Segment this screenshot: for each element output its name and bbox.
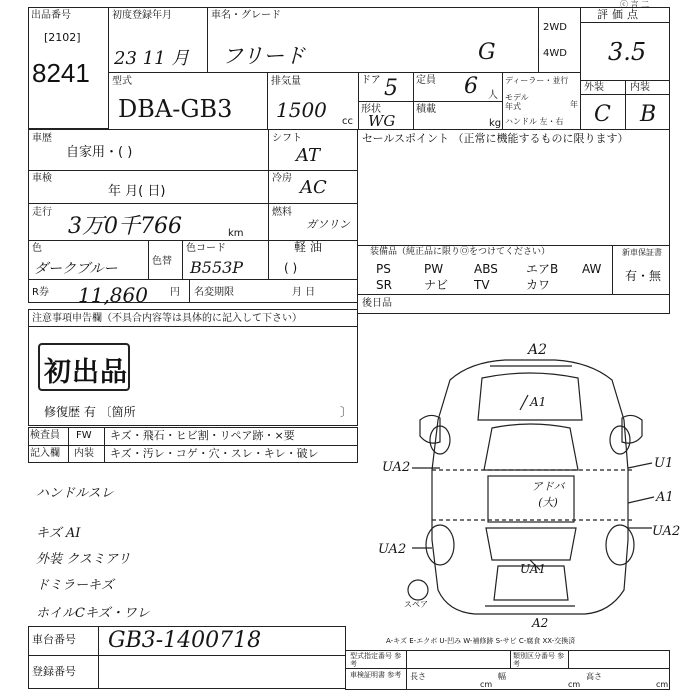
dealer-label: ディーラー・並行: [505, 76, 569, 85]
inspector-note-2: キズ AI: [36, 526, 81, 541]
score-label: 評価点: [597, 8, 642, 21]
mark-right-rear: UA2: [652, 524, 681, 539]
mark-right-front: U1: [654, 456, 674, 471]
fuel-value-1: ガソリン: [306, 218, 350, 231]
mileage-label: 走行: [32, 207, 52, 218]
equipment-label: 装備品（純正品に限りⓄをつけてください）: [370, 247, 551, 257]
inspection-value: 年 月( 日): [108, 184, 166, 199]
registration-label: 登録番号: [32, 665, 76, 678]
inspector-note-4: ドミラーキズ: [36, 578, 114, 593]
ext-label: 外装: [584, 82, 604, 93]
inspector-row1-items: キズ・飛石・ヒビ割・リペア跡・×要: [110, 429, 295, 442]
width-label: 幅: [498, 672, 506, 681]
history-label: 車歴: [32, 133, 52, 144]
equipment-item-a-2: PW: [424, 262, 444, 276]
height-unit: cm: [656, 680, 669, 689]
warranty-value: 有・無: [625, 269, 662, 283]
displacement-value: 1500: [276, 98, 327, 122]
recycle-label: R券: [32, 287, 49, 298]
name-change-value: 月 日: [292, 287, 316, 298]
grade-value: G: [478, 40, 496, 65]
ext-value: C: [594, 102, 611, 127]
width-unit: cm: [568, 680, 581, 689]
load-unit: kg: [489, 118, 502, 129]
inspector-label: 検査員: [30, 430, 60, 441]
handle-label: ハンドル 左・右: [505, 117, 564, 126]
equipment-item-b-4: カワ: [526, 278, 551, 292]
inspector-row1-head: FW: [76, 430, 92, 441]
lot-number: 8241: [32, 58, 90, 88]
inspector-row2-head: 内装: [74, 448, 94, 459]
equipment-item-a-3: ABS: [474, 262, 498, 276]
int-label: 内装: [630, 82, 650, 93]
inspector-note-1: ハンドルスレ: [36, 486, 114, 501]
mark-top: A2: [528, 342, 548, 358]
equipment-item-a-4: エアB: [526, 262, 559, 276]
model-value: DBA-GB3: [118, 95, 233, 123]
lot-label: 出品番号: [31, 10, 71, 21]
model-cert-label: 型式指定番号 参考: [350, 652, 402, 668]
mileage-value: 3万0千766: [68, 214, 182, 239]
class-label: 類別区分番号 参考: [513, 652, 565, 668]
mark-left-front: UA2: [382, 460, 411, 475]
load-label: 積載: [416, 104, 436, 115]
year-unit: 年: [570, 100, 578, 109]
sales-point-label: セールスポイント （正常に機能するものに限ります）: [362, 132, 629, 145]
score-value: 3.5: [608, 38, 647, 66]
first-reg-value: 23 11 月: [114, 48, 190, 69]
model-label: 型式: [112, 76, 132, 87]
color-code-label: 色コード: [186, 243, 226, 254]
first-listing-stamp-text: 初出品: [44, 357, 128, 388]
length-label: 長さ: [410, 672, 426, 681]
inspector-row2-items: キズ・汚レ・コゲ・穴・スレ・キレ・破レ: [110, 447, 319, 460]
equipment-item-b-3: TV: [474, 278, 490, 292]
name-change-label: 名変期限: [194, 287, 234, 298]
color-value: ダークブルー: [34, 261, 118, 277]
model-year-label: モデル 年式: [505, 93, 529, 111]
door-value: 5: [384, 76, 398, 101]
door-label: ドア: [361, 75, 381, 86]
dim-label: 車検証明書 参考: [350, 671, 402, 679]
int-value: B: [640, 102, 657, 127]
mark-center: アドバ (大): [531, 480, 565, 509]
warranty-label: 新車保証書: [622, 248, 662, 257]
fuel-value-3: ( ): [284, 261, 298, 275]
inspector-note-5: ホイルCキズ・ワレ: [36, 606, 150, 621]
first-reg-label: 初度登録年月: [112, 10, 172, 21]
drive-4wd: 4WD: [543, 48, 567, 59]
displacement-unit: cc: [342, 116, 353, 127]
ac-label: 冷房: [272, 173, 292, 184]
equipment-item-a-5: AW: [582, 262, 602, 276]
length-unit: cm: [480, 680, 493, 689]
color-code-value: B553P: [190, 258, 244, 277]
mark-bottom: A2: [532, 616, 549, 630]
shift-label: シフト: [272, 133, 302, 144]
equipment-item-b-1: SR: [376, 278, 392, 292]
capacity-value: 6: [464, 74, 478, 99]
drive-2wd: 2WD: [543, 22, 567, 33]
mark-hood: A1: [530, 395, 547, 409]
mark-left-rear: UA2: [378, 542, 407, 557]
diagram-legend: A-キズ E-エクボ U-凹み W-補修跡 S-サビ C-腐食 XX-交換済: [386, 637, 576, 645]
recycle-value: 11,860: [78, 283, 148, 307]
post-equipment-label: 後日品: [362, 298, 392, 309]
mark-rear: UA1: [520, 562, 547, 576]
mark-right-mid: A1: [656, 490, 674, 505]
capacity-unit: 人: [488, 90, 498, 101]
shift-value: AT: [296, 145, 321, 166]
color-label: 色: [32, 243, 42, 254]
chassis-value: GB3-1400718: [108, 628, 262, 653]
displacement-label: 排気量: [271, 76, 301, 87]
inspection-label: 車検: [32, 173, 52, 184]
ac-value: AC: [300, 177, 327, 198]
height-label: 高さ: [586, 672, 602, 681]
fuel-label: 燃料: [272, 207, 292, 218]
equipment-item-a-1: PS: [376, 262, 391, 276]
repair-label: 修復歴 有 〔箇所: [44, 405, 136, 419]
shape-value: WG: [368, 112, 396, 130]
inspector-note-3: 外装 クスミアリ: [36, 552, 131, 567]
repair-close: 〕: [340, 405, 353, 419]
history-value: 自家用・( ): [66, 145, 133, 160]
mark-spare: スペア: [404, 600, 428, 609]
fuel-value-2: 軽 油: [294, 240, 322, 254]
equipment-item-b-2: ナビ: [424, 278, 449, 292]
car-name: フリード: [222, 44, 306, 68]
entry-label: 記入欄: [30, 448, 60, 459]
top-right-text: ⓒ 言 二: [620, 0, 650, 9]
capacity-label: 定員: [416, 75, 436, 86]
mileage-unit: km: [228, 228, 244, 239]
color-change-label: 色替: [152, 256, 172, 267]
chassis-label: 車台番号: [32, 633, 76, 646]
recycle-unit: 円: [170, 287, 180, 298]
notes-label: 注意事項申告欄（不具合内容等は具体的に記入して下さい）: [32, 313, 302, 324]
lot-sub: [2102]: [44, 31, 81, 44]
shape-label: 形状: [361, 104, 381, 115]
name-grade-label: 車名・グレード: [211, 10, 281, 21]
